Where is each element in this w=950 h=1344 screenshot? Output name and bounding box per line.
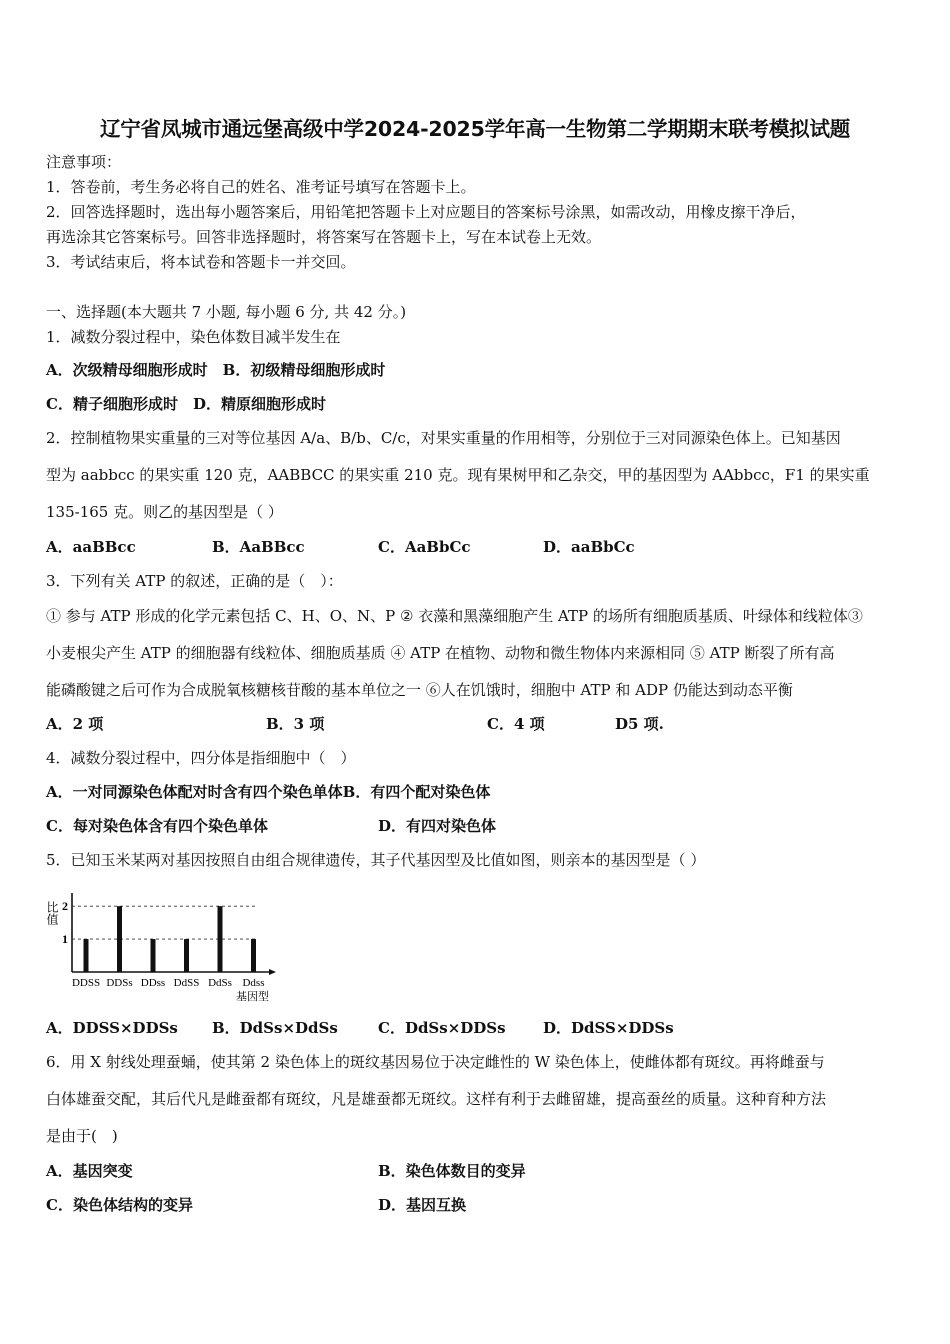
chart-y-tick-label: 2 [62,899,68,914]
chart-bar-Ddss [251,939,256,972]
chart-x-tick-label: DdSS [173,977,200,989]
question-4-stem: 4．减数分裂过程中，四分体是指细胞中（ ） [46,749,356,767]
question-6-option-a: A．基因突变 [46,1162,133,1180]
question-3-line-2: 小麦根尖产生 ATP 的细胞器有线粒体、细胞质基质 ④ ATP 在植物、动物和微生物体内来源相同 ⑤ ATP 断裂了所有高 [46,644,835,662]
chart-x-axis-arrow [269,969,276,975]
question-6-option-d: D．基因互换 [378,1196,467,1214]
question-2-line-3: 135-165 克。则乙的基因型是（ ） [46,503,283,521]
question-2-line-1: 2．控制植物果实重量的三对等位基因 A/a、B/b、C/c，对果实重量的作用相等，分别位于三对同源染色体上。已知基因 [46,429,841,447]
notice-item-2: 2．回答选择题时，选出每小题答案后，用铅笔把答题卡上对应题目的答案标号涂黑，如需改动，用橡皮擦干净后， [46,203,806,221]
chart-bar-DdSs [218,906,223,972]
question-4-option-d: D．有四对染色体 [378,817,497,835]
genotype-ratio-chart [44,885,284,1005]
question-3-option-c: C．4 项 [487,715,545,733]
question-3-option-a: A．2 项 [46,715,104,733]
question-6-line-2: 白体雄蚕交配，其后代凡是雌蚕都有斑纹，凡是雄蚕都无斑纹。这样有利于去雌留雄，提高蚕丝的质量。这种育种方法 [46,1090,827,1108]
chart-xlabel: 基因型 [236,991,269,1003]
question-5-option-a: A．DDSS×DDSs [46,1019,178,1037]
notice-item-1: 1．答卷前，考生务必将自己的姓名、准考证号填写在答题卡上。 [46,178,476,196]
question-5-option-d: D．DdSS×DDSs [543,1019,674,1037]
question-1-options-row1: A．次级精母细胞形成时 B．初级精母细胞形成时 [46,361,386,379]
notice-item-2-cont: 再选涂其它答案标号。回答非选择题时，将答案写在答题卡上，写在本试卷上无效。 [46,228,602,246]
question-6-line-1: 6．用 X 射线处理蚕蛹，使其第 2 染色体上的斑纹基因易位于决定雌性的 W 染色体上，使雌体都有斑纹。再将雌蚕与 [46,1053,825,1071]
question-4-option-c: C．每对染色体含有四个染色单体 [46,817,268,835]
notice-heading: 注意事项： [46,153,122,171]
question-6-option-b: B．染色体数目的变异 [378,1162,526,1180]
question-6-option-c: C．染色体结构的变异 [46,1196,193,1214]
page-title: 辽宁省凤城市通远堡高级中学2024-2025学年高一生物第二学期期末联考模拟试题 [99,117,851,141]
question-3-option-b: B．3 项 [266,715,325,733]
question-5-stem: 5．已知玉米某两对基因按照自由组合规律遗传，其子代基因型及比值如图，则亲本的基因型是（ ） [46,851,706,869]
chart-x-tick-label: Ddss [242,977,265,989]
chart-x-tick-label: DDSS [71,977,101,989]
chart-bar-DdSS [184,939,189,972]
question-3-option-d: D5 项. [615,715,664,733]
chart-x-tick-label: DdSs [208,977,232,989]
question-2-option-d: D．aaBbCc [543,538,635,556]
question-2-line-2: 型为 aabbcc 的果实重 120 克，AABBCC 的果实重 210 克。现有果树甲和乙杂交，甲的基因型为 AAbbcc，F1 的果实重 [46,466,870,484]
question-6-line-3: 是由于( ) [46,1127,118,1145]
question-5-option-c: C．DdSs×DDSs [378,1019,506,1037]
question-4-options-row1: A．一对同源染色体配对时含有四个染色单体B．有四个配对染色体 [46,783,491,801]
question-2-option-b: B．AaBBcc [212,538,305,556]
question-1-stem: 1．减数分裂过程中，染色体数目减半发生在 [46,328,341,346]
question-3-line-3: 能磷酸键之后可作为合成脱氧核糖核苷酸的基本单位之一 ⑥人在饥饿时，细胞中 ATP 和 ADP 仍能达到动态平衡 [46,681,793,699]
chart-x-tick-label: DDSs [106,977,133,989]
chart-ylabel: 比值 [45,901,59,925]
section-heading: 一、选择题(本大题共 7 小题, 每小题 6 分, 共 42 分。) [46,303,407,321]
chart-x-tick-label: DDss [140,977,166,989]
question-3-line-1: ① 参与 ATP 形成的化学元素包括 C、H、O、N、P ② 衣藻和黑藻细胞产生 ATP 的场所有细胞质基质、叶绿体和线粒体③ [46,607,863,625]
question-3-stem: 3．下列有关 ATP 的叙述，正确的是（ ）： [46,572,343,590]
question-1-options-row2: C．精子细胞形成时 D．精原细胞形成时 [46,395,326,413]
question-5-option-b: B．DdSs×DdSs [212,1019,338,1037]
chart-bar-DDss [151,939,156,972]
question-2-option-a: A．aaBBcc [46,538,136,556]
genotype-ratio-chart-svg [44,885,284,1005]
notice-item-3: 3．考试结束后，将本试卷和答题卡一并交回。 [46,253,356,271]
question-2-option-c: C．AaBbCc [378,538,471,556]
chart-y-tick-label: 1 [62,932,68,947]
chart-bar-DDSS [84,939,89,972]
chart-bar-DDSs [117,906,122,972]
